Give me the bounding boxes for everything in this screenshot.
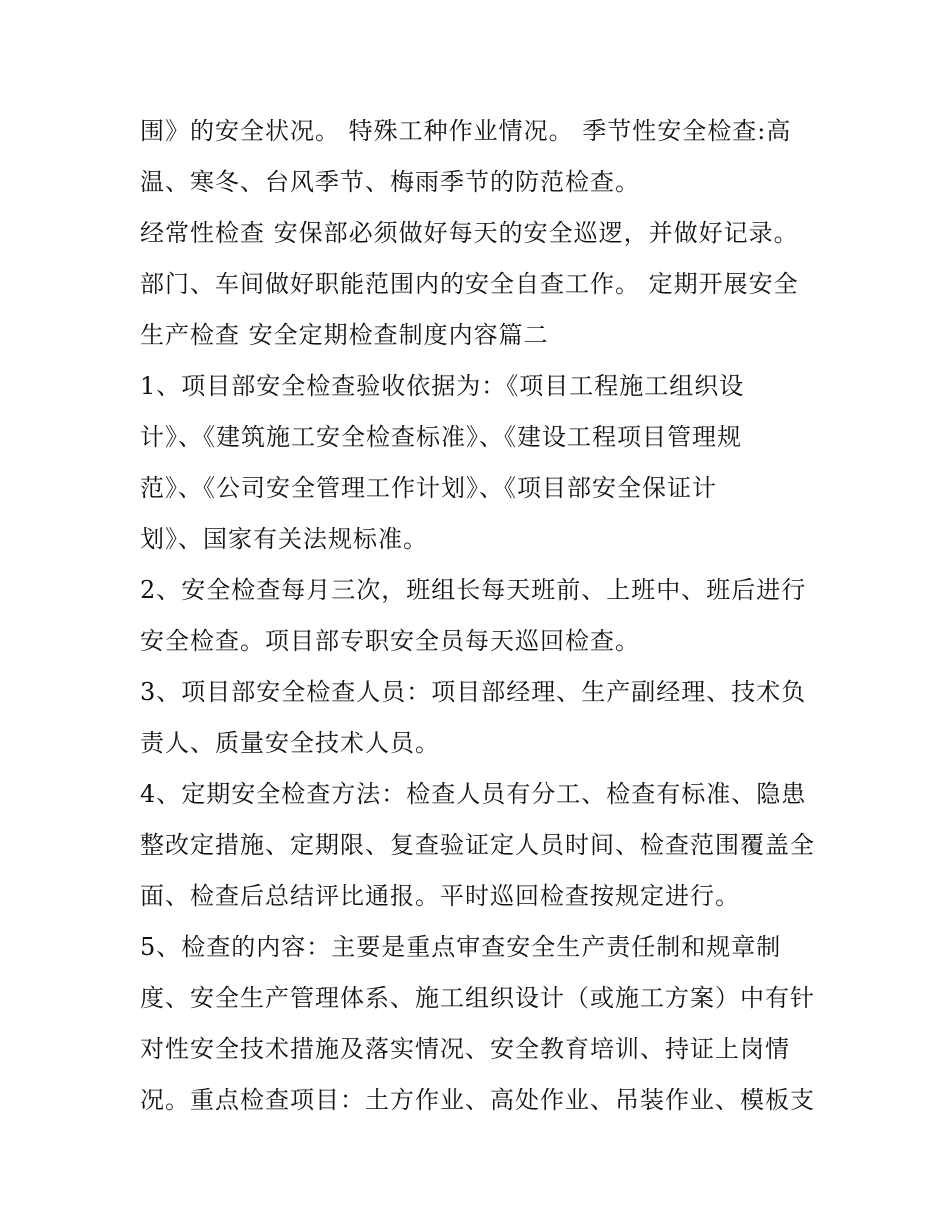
text-line: 安全检查。项目部专职安全员每天巡回检查。 [140, 627, 640, 655]
text-line: 责人、质量安全技术人员。 [140, 729, 440, 757]
text-line: 对性安全技术措施及落实情况、安全教育培训、持证上岗情 [140, 1035, 790, 1063]
text-line: 温、寒冬、台风季节、梅雨季节的防范检查。 [140, 168, 640, 196]
text-line: 计》、《建筑施工安全检查标准》、《建设工程项目管理规 [140, 423, 742, 451]
text-line: 围》的安全状况。 特殊工种作业情况。 季节性安全检查:高 [140, 117, 792, 145]
text-line: 生产检查 安全定期检查制度内容篇二 [140, 321, 549, 349]
text-line: 1、项目部安全检查验收依据为：《项目工程施工组织设 [140, 372, 745, 400]
text-line: 划》、国家有关法规标准。 [140, 525, 428, 553]
text-line: 范》、《公司安全管理工作计划》、《项目部安全保证计 [140, 474, 717, 502]
text-line: 5、检查的内容：主要是重点审查安全生产责任制和规章制 [140, 933, 782, 961]
text-line: 部门、车间做好职能范围内的安全自查工作。 定期开展安全 [140, 270, 799, 298]
text-line: 经常性检查 安保部必须做好每天的安全巡逻，并做好记录。 [140, 219, 799, 247]
text-line: 整改定措施、定期限、复查验证定人员时间、检查范围覆盖全 [140, 831, 815, 859]
document-body [140, 112, 830, 1132]
text-line: 4、定期安全检查方法：检查人员有分工、检查有标准、隐患 [140, 780, 807, 808]
text-line: 3、项目部安全检查人员：项目部经理、生产副经理、技术负 [140, 678, 807, 706]
text-line: 面、检查后总结评比通报。平时巡回检查按规定进行。 [140, 882, 740, 910]
text-line: 况。重点检查项目：土方作业、高处作业、吊装作业、模板支 [140, 1086, 815, 1114]
text-line: 度、安全生产管理体系、施工组织设计（或施工方案）中有针 [140, 984, 815, 1012]
text-line: 2、安全检查每月三次，班组长每天班前、上班中、班后进行 [140, 576, 807, 604]
